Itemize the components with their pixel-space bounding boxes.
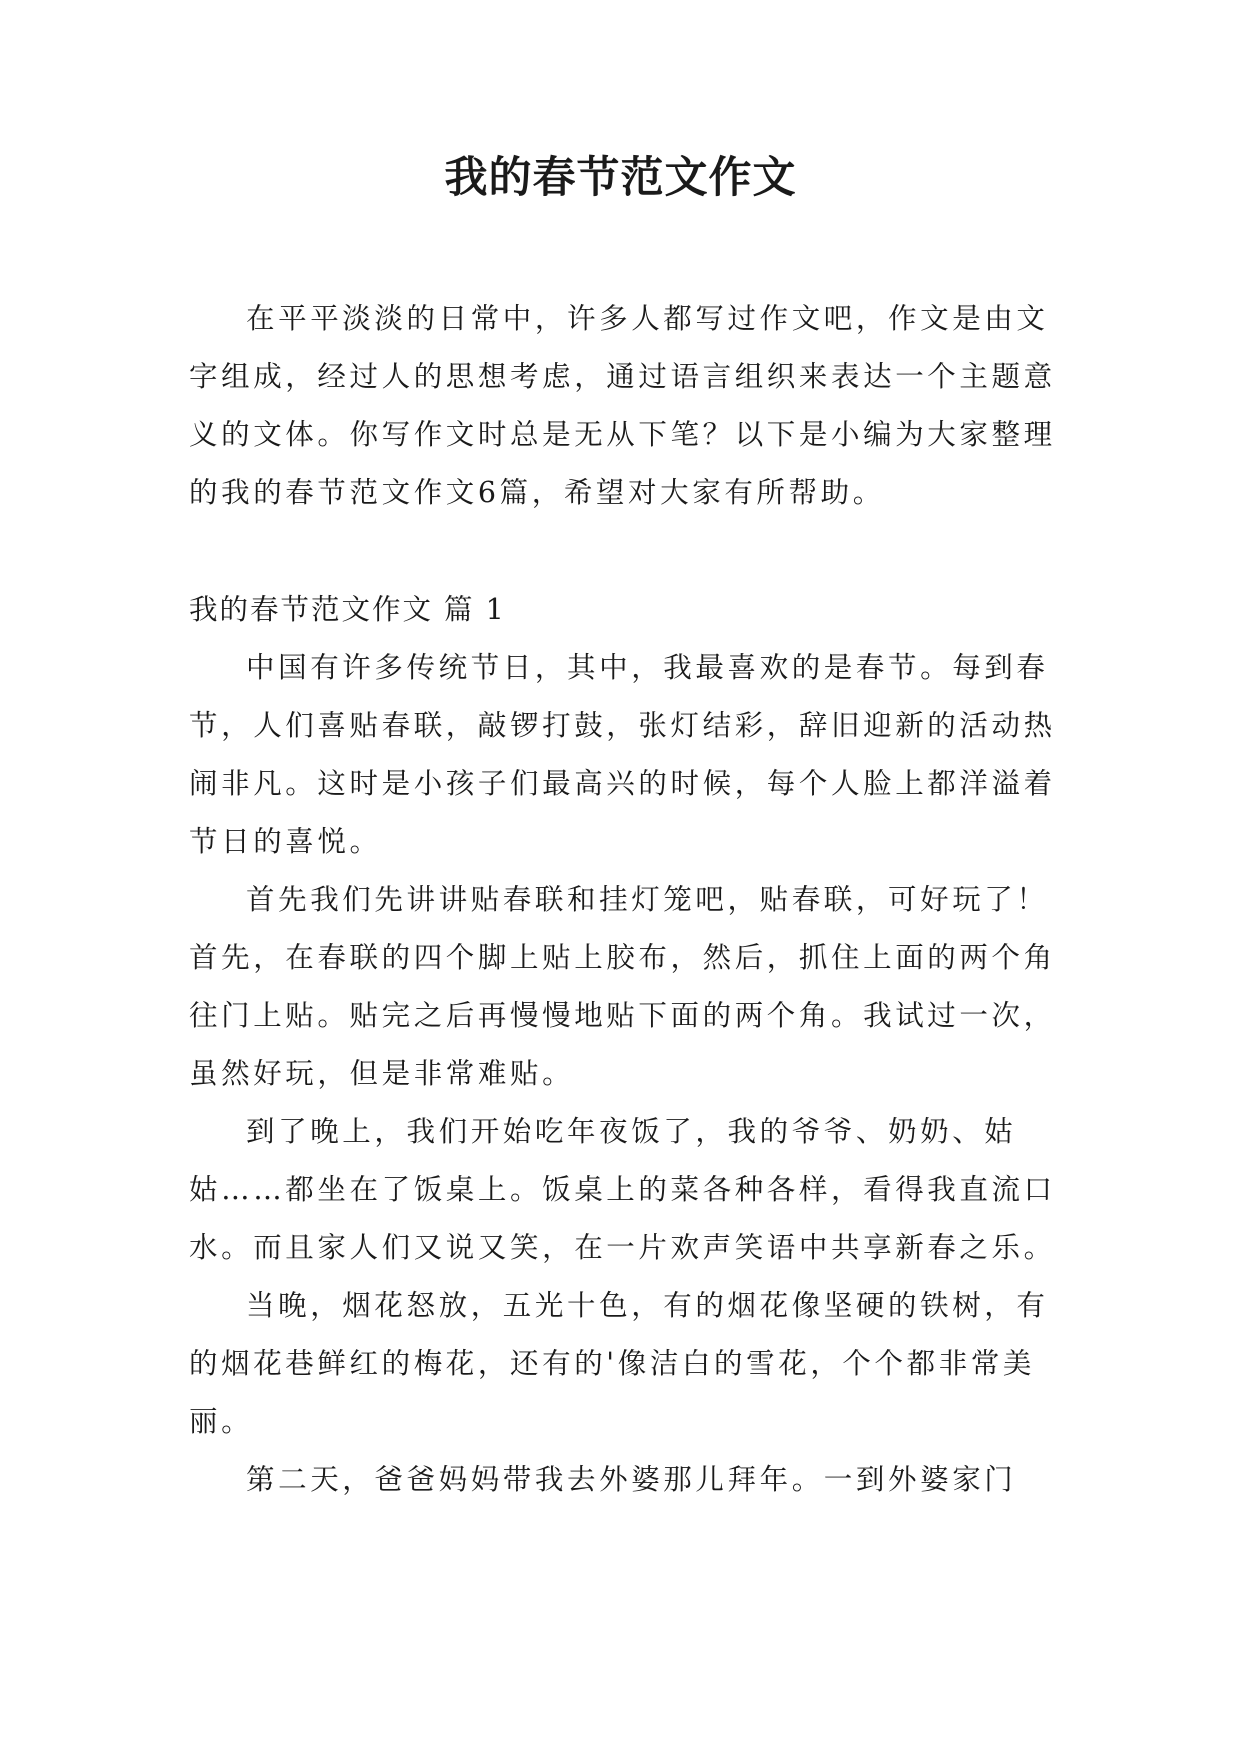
section-heading: 我的春节范文作文 篇 1	[189, 593, 506, 626]
paragraph-5: 第二天，爸爸妈妈带我去外婆那儿拜年。一到外婆家门	[246, 1463, 1017, 1496]
intro-paragraph: 在平平淡淡的日常中，许多人都写过作文吧，作文是由文字组成，经过人的思想考虑，通过语言组织来表达一个主题意义的文体。你写作文时总是无从下笔？以下是小编为大家整理的我的春节范文作文6篇，希望对大家有所帮助。	[189, 302, 1056, 509]
document-title: 我的春节范文作文	[444, 153, 797, 203]
essay-section-1	[189, 581, 1061, 1509]
paragraph-1: 中国有许多传统节日，其中，我最喜欢的是春节。每到春节，人们喜贴春联，敲锣打鼓，张灯结彩，辞旧迎新的活动热闹非凡。这时是小孩子们最高兴的时候，每个人脸上都洋溢着节日的喜悦。	[189, 651, 1056, 858]
paragraph-3: 到了晚上，我们开始吃年夜饭了，我的爷爷、奶奶、姑姑……都坐在了饭桌上。饭桌上的菜各种各样，看得我直流口水。而且家人们又说又笑，在一片欢声笑语中共享新春之乐。	[189, 1115, 1056, 1264]
paragraph-4: 当晚，烟花怒放，五光十色，有的烟花像坚硬的铁树，有的烟花巷鲜红的梅花，还有的'像洁白的雪花，个个都非常美丽。	[189, 1289, 1049, 1438]
paragraph-2: 首先我们先讲讲贴春联和挂灯笼吧，贴春联，可好玩了！首先，在春联的四个脚上贴上胶布，然后，抓住上面的两个角往门上贴。贴完之后再慢慢地贴下面的两个角。我试过一次，虽然好玩，但是非常难贴。	[189, 883, 1056, 1090]
